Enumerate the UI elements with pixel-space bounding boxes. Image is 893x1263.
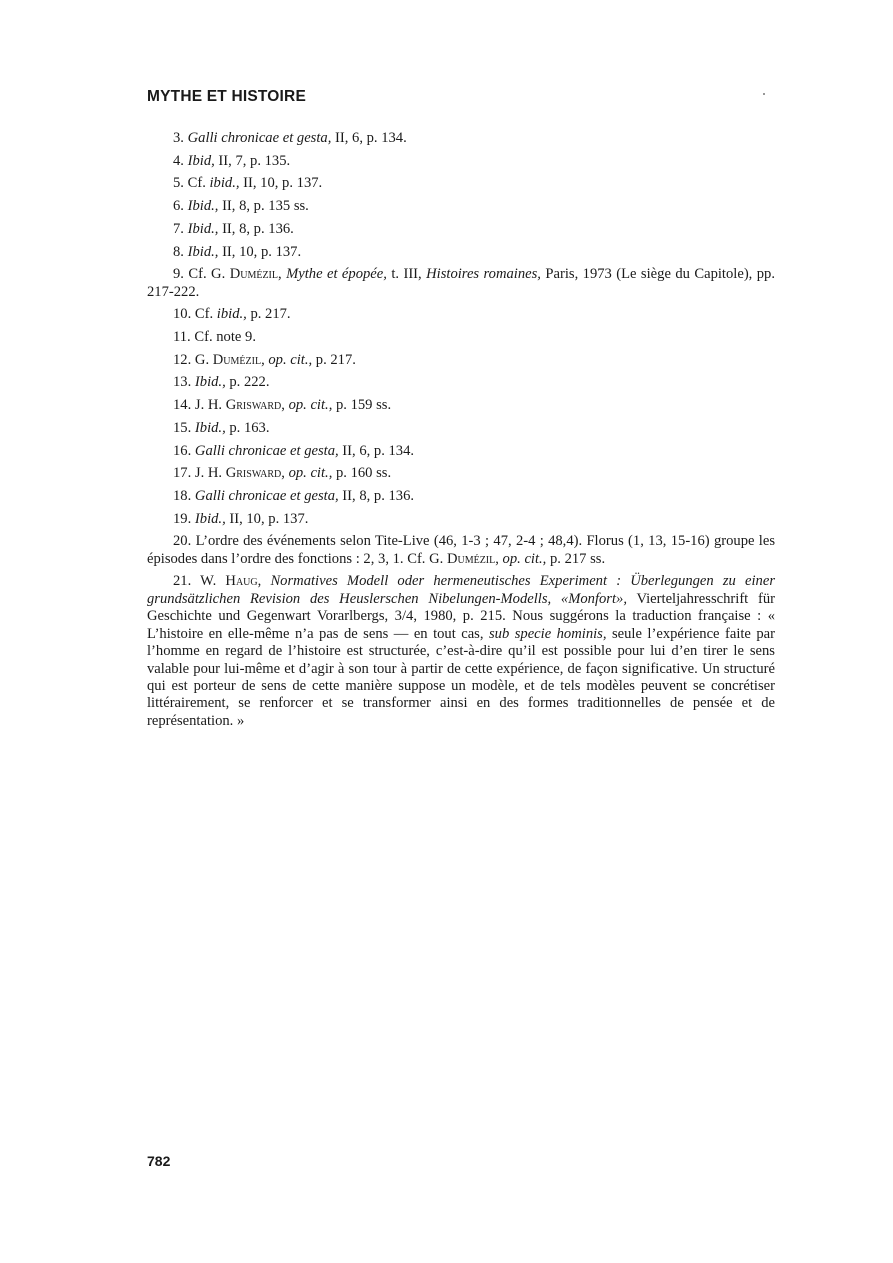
footnote <box>147 397 775 414</box>
footnote-number: 16. <box>173 442 192 459</box>
footnote-number: 7. <box>173 220 184 237</box>
footnote-text: Vierteljahresschrift für Geschichte und Gegenwart Vorarlbergs, 3/4, 1980, p. 215. Nous suggérons la traduction française : « L’histoire en elle-même n’a pas de sens — en tout cas, <box>147 590 775 642</box>
footnote-text: p. 217 ss. <box>546 550 606 567</box>
footnote-text: Cf. G. <box>188 266 230 283</box>
footnote-number: 12. <box>173 351 192 368</box>
footnote-number: 18. <box>173 487 192 504</box>
footnote <box>147 573 775 730</box>
footnote-text: , <box>278 266 287 283</box>
footnote <box>147 198 775 215</box>
footnote-number: 13. <box>173 374 192 391</box>
italic-text: ibid., <box>216 306 247 323</box>
italic-text: Ibid., <box>187 243 219 260</box>
footnote-text: II, 6, p. 134. <box>331 130 407 146</box>
footnote-text: seule l’expérience faite par l’homme en regard de l’histoire est structurée, c’est-à-dire qu’il est possible pour lui d’en tirer le sens valable pour lui-même et d’agir à son tour à partir de cette expérience, de façon significative. Un structuré qui est porteur de sens de cette manière suppose un modèle, et de tels modèles peuvent se concrétiser littérairement, se renforcer et se transformer ainsi en des formes traditionnelles de pensée et de représentation. » <box>147 625 776 729</box>
footnote-text: Cf. <box>194 306 217 323</box>
footnote <box>147 465 775 482</box>
footnote-number: 20. <box>173 533 192 550</box>
footnote-text: L’ordre des événements selon Tite-Live (46, 1-3 ; 47, 2-4 ; 48,4). Florus (1, 13, 15-16) groupe les épisodes dans l’ordre des fonctions : 2, 3, 1. Cf. G. <box>147 533 776 567</box>
footnote-number: 4. <box>173 152 184 169</box>
footnote-text: W. <box>200 573 226 590</box>
italic-text: sub specie hominis, <box>488 625 607 642</box>
footnote-text: p. 160 ss. <box>332 465 392 482</box>
footnote-text: II, 8, p. 135 ss. <box>218 198 309 215</box>
footnote-number: 11. <box>173 329 191 346</box>
footnote-text: Cf. note 9. <box>194 329 256 346</box>
italic-text: Ibid., <box>194 374 226 391</box>
footnote-text: II, 7, p. 135. <box>214 152 291 169</box>
footnote-text: , <box>281 397 289 414</box>
footnote-text: , <box>281 465 289 482</box>
footnote-text: t. III, <box>386 266 427 283</box>
footnote-number: 3. <box>173 130 184 146</box>
italic-text: Normatives Modell oder hermeneutisches Experiment : Überlegungen zu einer grundsätzlichen Revision des Heuslerschen Nibelungen-Modells, «Monfort», <box>147 573 776 607</box>
footnote <box>147 153 775 170</box>
footnote-text: II, 10, p. 137. <box>239 175 323 192</box>
italic-text: op. cit., <box>502 550 547 567</box>
footnote <box>147 533 775 568</box>
italic-text: Galli chronicae et gesta, <box>194 487 339 504</box>
footnote-text: , <box>257 573 271 590</box>
footnote <box>147 352 775 369</box>
author-name: Haug <box>225 573 258 590</box>
footnote-number: 8. <box>173 243 184 260</box>
italic-text: op. cit., <box>288 465 333 482</box>
footnote <box>147 175 775 192</box>
footnote <box>147 130 775 147</box>
italic-text: Ibid., <box>187 220 219 237</box>
footnote <box>147 306 775 323</box>
footnote-text: Cf. <box>187 175 210 192</box>
footnote <box>147 244 775 261</box>
footnote-text: II, 6, p. 134. <box>338 442 415 459</box>
footnote-number: 9. <box>173 266 184 283</box>
footnote <box>147 420 775 437</box>
running-title: MYTHE ET HISTOIRE <box>147 88 306 105</box>
footnote <box>147 329 775 346</box>
author-name: Grisward <box>225 397 282 414</box>
author-name: Dumézil <box>212 351 262 368</box>
footnote-number: 14. <box>173 397 192 414</box>
page-number: 782 <box>147 1153 171 1169</box>
footnote-text: II, 10, p. 137. <box>225 510 309 527</box>
footnote-number: 17. <box>173 465 192 482</box>
footnotes-list <box>147 130 775 735</box>
italic-text: Ibid., <box>194 419 226 436</box>
footnote-number: 15. <box>173 419 192 436</box>
italic-text: Ibid., <box>194 510 226 527</box>
footnote-text: G. <box>194 351 213 368</box>
footnote-text: p. 217. <box>246 306 291 323</box>
footnote-text: , <box>261 351 269 368</box>
italic-text: op. cit., <box>268 351 313 368</box>
italic-text: ibid., <box>209 175 240 192</box>
footnote-text: p. 222. <box>225 374 270 391</box>
author-name: Dumézil <box>229 266 278 283</box>
footnote-text: p. 159 ss. <box>332 397 392 414</box>
footnote-number: 6. <box>173 198 184 215</box>
footnote-text: J. H. <box>194 465 226 482</box>
italic-text: Galli chronicae et gesta, <box>187 130 332 146</box>
footnote-text: II, 8, p. 136. <box>338 487 415 504</box>
italic-text: Mythe et épopée, <box>286 266 387 283</box>
italic-text: Histoires romaines, <box>426 266 541 283</box>
footnote <box>147 511 775 528</box>
italic-text: Galli chronicae et gesta, <box>194 442 339 459</box>
footnote-text: p. 217. <box>312 351 356 368</box>
footnote-text: p. 163. <box>225 419 270 436</box>
footnote <box>147 443 775 460</box>
author-name: Dumézil <box>446 550 496 567</box>
footnote-number: 10. <box>173 306 192 323</box>
italic-text: Ibid., <box>187 198 219 215</box>
footnote <box>147 221 775 238</box>
footnote-number: 19. <box>173 510 192 527</box>
footnote-number: 5. <box>173 175 184 192</box>
footnote-text: J. H. <box>194 397 226 414</box>
footnote <box>147 488 775 505</box>
author-name: Grisward <box>225 465 282 482</box>
footnote <box>147 266 775 301</box>
italic-text: op. cit., <box>288 397 333 414</box>
footnote <box>147 374 775 391</box>
italic-text: Ibid, <box>187 152 215 169</box>
footnote-text: II, 10, p. 137. <box>218 243 302 260</box>
footnote-text: II, 8, p. 136. <box>218 220 294 237</box>
footnote-text: Paris, 1973 (Le siège du Capitole), pp. 217-222. <box>147 266 775 300</box>
footnote-number: 21. <box>173 573 192 590</box>
footnote-text: , <box>495 550 503 567</box>
print-speck <box>763 93 765 95</box>
